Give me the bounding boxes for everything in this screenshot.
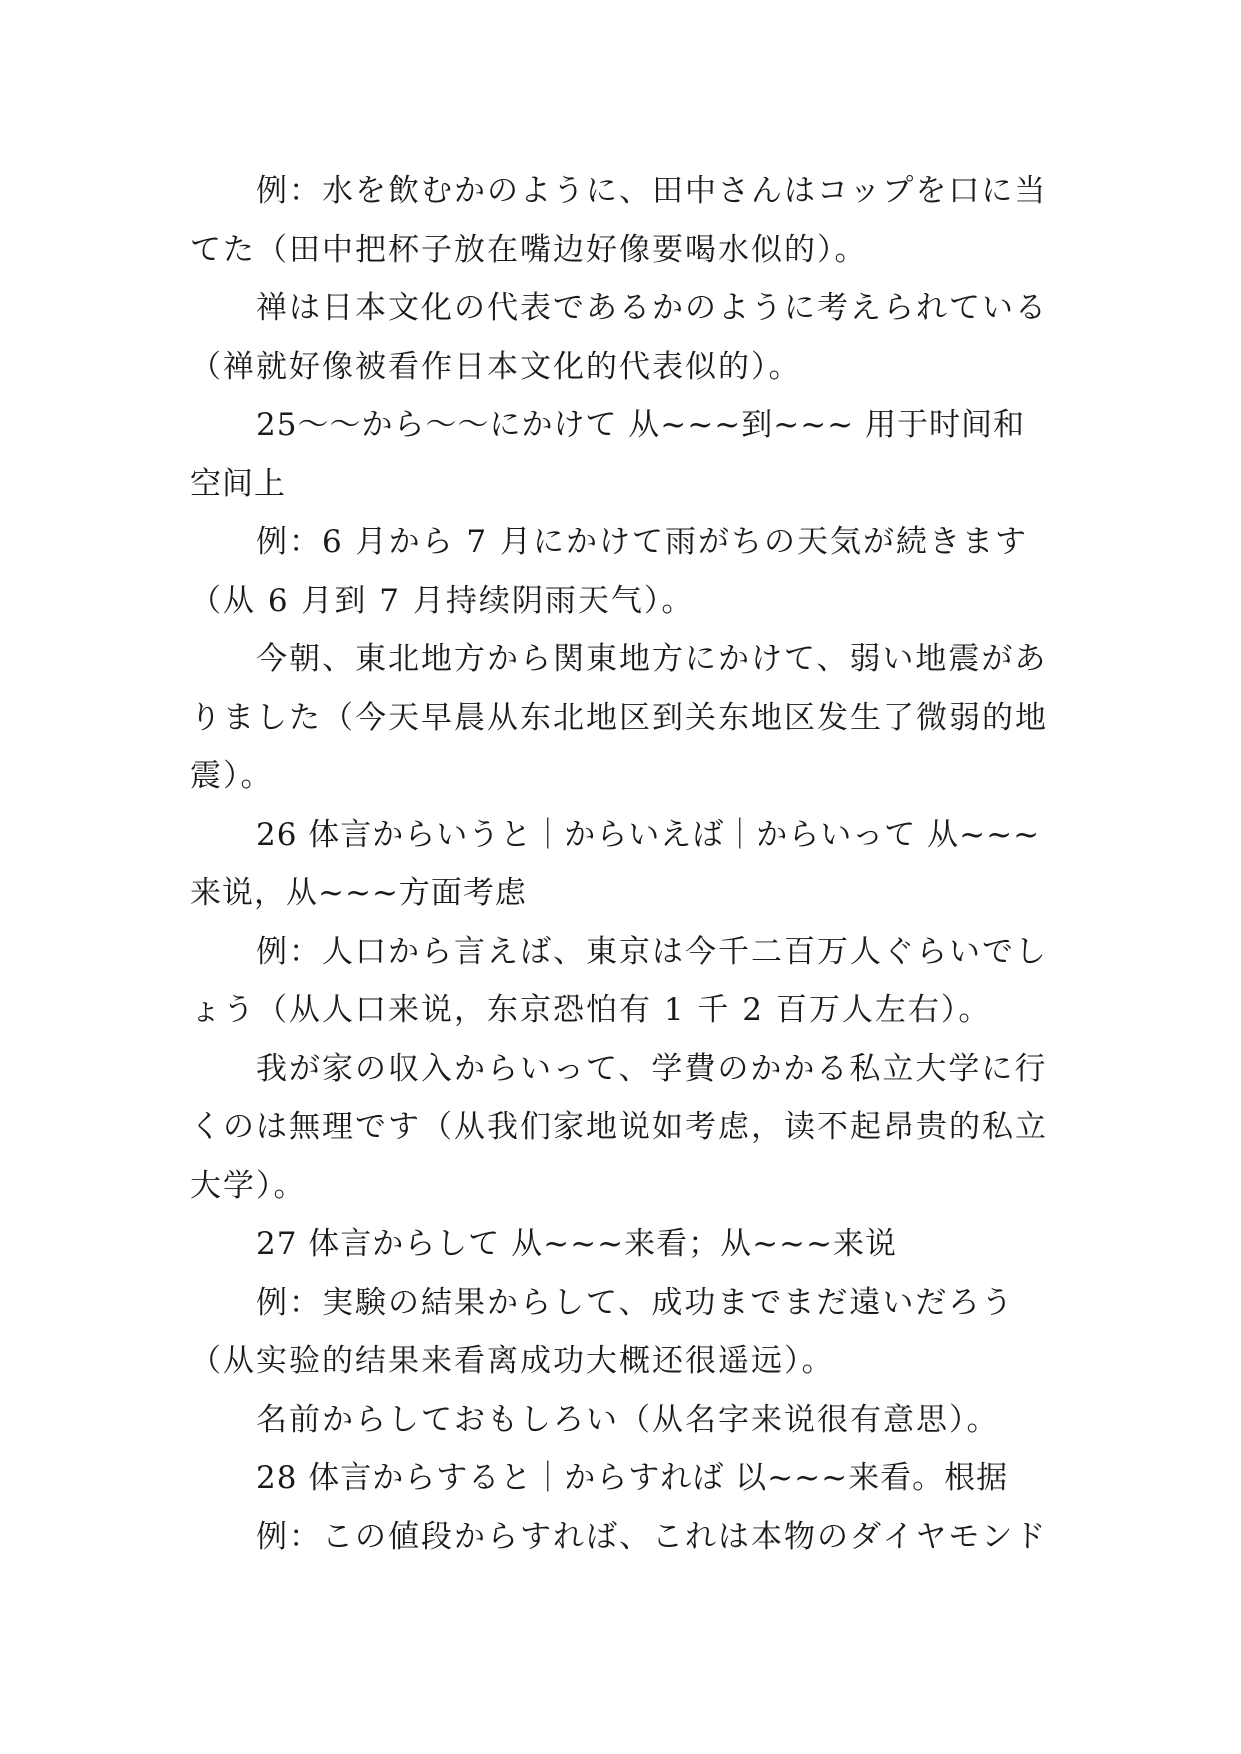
- paragraph-example-water: 例：水を飲むかのように、田中さんはコップを口に当てた（田中把杯子放在嘴边好像要喝水似的）。: [190, 173, 1048, 268]
- paragraph-heading-28: 28 体言からすると｜からすれば 以~~~来看。根据: [256, 1460, 1009, 1496]
- paragraph-example-name: 名前からしておもしろい（从名字来说很有意思）。: [256, 1401, 1000, 1438]
- paragraph-heading-26: 26 体言からいうと｜からいえば｜からいって 从~~~来说，从~~~方面考虑: [190, 816, 1041, 911]
- paragraph-example-rain: 例：6 月から 7 月にかけて雨がちの天気が続きます（从 6 月到 7 月持续阴雨天气）。: [190, 524, 1029, 619]
- paragraph-example-experiment: 例：実験の結果からして、成功までまだ遠いだろう（从实验的结果来看离成功大概还很遥远）。: [190, 1284, 1015, 1379]
- paragraph-example-earthquake: 今朝、東北地方から関東地方にかけて、弱い地震がありました（今天早晨从东北地区到关东地区发生了微弱的地震）。: [190, 641, 1048, 794]
- document-body: [190, 162, 1050, 1566]
- paragraph-example-zen: 禅は日本文化の代表であるかのように考えられている（禅就好像被看作日本文化的代表似的）。: [190, 290, 1048, 385]
- paragraph-heading-25: 25～～から～～にかけて 从~~~到~~~ 用于时间和空间上: [190, 407, 1026, 502]
- paragraph-example-price: 例：この値段からすれば、これは本物のダイヤモンド: [256, 1518, 1048, 1555]
- paragraph-example-income: 我が家の収入からいって、学費のかかる私立大学に行くのは無理です（从我们家地说如考虑，读不起昂贵的私立大学）。: [190, 1050, 1048, 1204]
- paragraph-example-population: 例：人口から言えば、東京は今千二百万人ぐらいでしょう（从人口来说，东京恐怕有 1 千 2 百万人左右）。: [190, 933, 1048, 1028]
- paragraph-heading-27: 27 体言からして 从~~~来看；从~~~来说: [256, 1226, 898, 1262]
